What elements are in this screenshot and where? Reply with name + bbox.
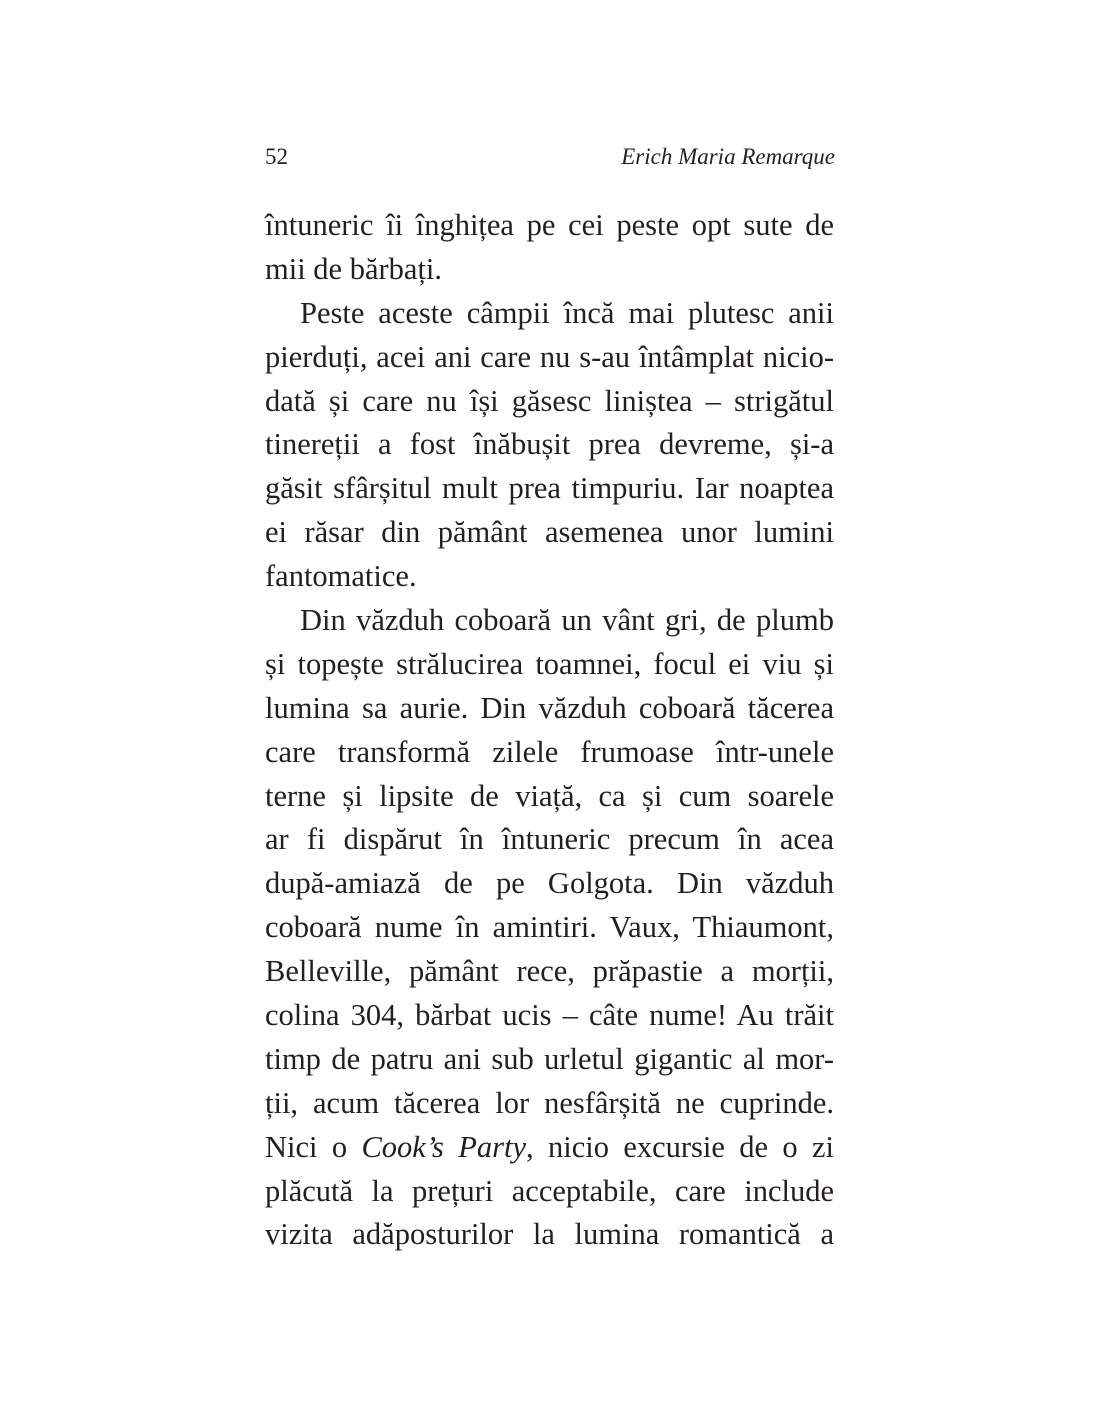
- text-line: dată și care nu își găsesc liniștea – strigătul: [265, 383, 834, 418]
- text-line: colina 304, bărbat ucis – câte nume! Au trăit: [265, 998, 834, 1033]
- text-line: pierduți, acei ani care nu s-au întâmplat nicio-: [265, 339, 834, 374]
- text-line: după-amiază de pe Golgota. Din văzduh: [265, 866, 834, 901]
- italic-text: Cook’s Party: [361, 1129, 527, 1164]
- text-line: ei răsar din pământ asemenea unor lumini: [265, 515, 834, 550]
- text-line: întuneric îi înghițea pe cei peste opt sute de: [265, 208, 834, 242]
- paragraph: [265, 599, 834, 1257]
- text-line: tinereții a fost înăbușit prea devreme, și-a: [265, 427, 834, 462]
- text-line: ții, acum tăcerea lor nesfârșită ne cuprinde.: [265, 1085, 834, 1120]
- page-number: 52: [265, 144, 288, 169]
- text-line: Din văzduh coboară un vânt gri, de plumb: [300, 603, 834, 638]
- text-line: timp de patru ani sub urletul gigantic al mor-: [265, 1041, 834, 1076]
- text-line: terne și lipsite de viață, ca și cum soarele: [265, 778, 834, 813]
- text-line: găsit sfârșitul mult prea timpuriu. Iar noaptea: [265, 471, 834, 506]
- text-line: plăcută la prețuri acceptabile, care include: [265, 1173, 834, 1208]
- text-line: fantomatice.: [265, 559, 417, 594]
- text-line: lumina sa aurie. Din văzduh coboară tăcerea: [265, 690, 834, 725]
- text-line: [265, 1126, 834, 1170]
- text-line: Belleville, pământ rece, prăpastie a morții,: [265, 954, 834, 989]
- body-text: [265, 204, 834, 1257]
- running-title: Erich Maria Remarque: [621, 144, 835, 169]
- paragraph: [265, 292, 834, 599]
- paragraph: [265, 204, 834, 292]
- text-line: Peste aceste câmpii încă mai plutesc anii: [300, 295, 834, 330]
- running-header: [265, 144, 835, 176]
- text-line: ar fi dispărut în întuneric precum în acea: [265, 822, 834, 857]
- text-line: care transformă zilele frumoase într-unele: [265, 734, 834, 769]
- text-line: vizita adăposturilor la lumina romantică a: [265, 1217, 834, 1252]
- text-line: coboară nume în amintiri. Vaux, Thiaumont,: [265, 910, 834, 945]
- text-line: mii de bărbați.: [265, 251, 443, 286]
- text-segment: , nicio excursie de o zi: [526, 1129, 835, 1164]
- text-segment: Nici o: [265, 1129, 362, 1164]
- text-line: și topește strălucirea toamnei, focul ei viu și: [265, 646, 834, 681]
